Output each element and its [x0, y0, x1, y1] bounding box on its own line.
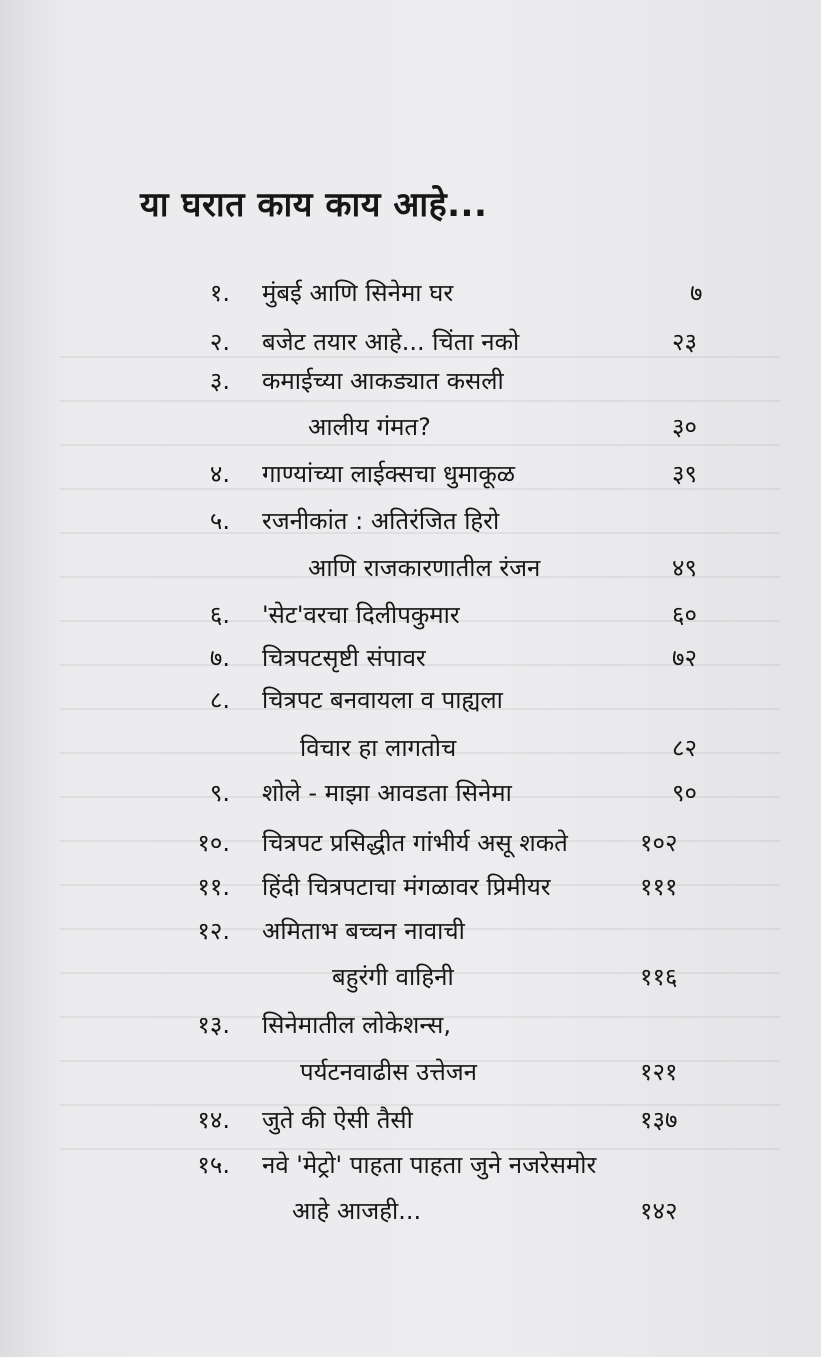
toc-entry-12-cont	[0, 960, 821, 1004]
entry-page: २३	[672, 328, 697, 356]
toc-entry-6	[0, 598, 821, 642]
entry-page: ३९	[672, 460, 697, 488]
entry-title: 'सेट'वरचा दिलीपकुमार	[262, 601, 460, 629]
entry-title: चित्रपटसृष्टी संपावर	[262, 644, 426, 672]
toc-entry-5-cont	[0, 551, 821, 595]
toc-entry-3-cont	[0, 410, 821, 454]
entry-number: ८.	[209, 686, 230, 714]
entry-number: ५.	[209, 507, 230, 535]
entry-number: १५.	[197, 1151, 230, 1179]
entry-page: १२१	[640, 1058, 678, 1086]
toc-entry-4	[0, 457, 821, 501]
entry-title-cont: पर्यटनवाढीस उत्तेजन	[300, 1058, 477, 1086]
entry-page: १०२	[640, 829, 678, 857]
toc-entry-14	[0, 1103, 821, 1147]
entry-title-cont: बहुरंगी वाहिनी	[332, 963, 454, 991]
entry-number: १४.	[197, 1106, 230, 1134]
entry-title: मुंबई आणि सिनेमा घर	[262, 279, 454, 307]
entry-number: १.	[209, 279, 230, 307]
entry-number: १०.	[197, 829, 230, 857]
toc-entry-9	[0, 776, 821, 820]
toc-entry-13	[0, 1008, 821, 1052]
toc-entry-12	[0, 914, 821, 958]
toc-entry-15	[0, 1148, 821, 1192]
entry-title: चित्रपट बनवायला व पाह्यला	[262, 686, 503, 714]
entry-title: सिनेमातील लोकेशन्स,	[262, 1011, 451, 1039]
entry-number: ३.	[209, 367, 230, 395]
toc-entry-11	[0, 870, 821, 914]
entry-number: ७.	[209, 644, 230, 672]
entry-number: ४.	[209, 460, 230, 488]
entry-page: ७२	[672, 644, 697, 672]
entry-page: १११	[640, 873, 678, 901]
entry-page: ९०	[672, 779, 697, 807]
entry-number: २.	[209, 328, 230, 356]
entry-title-cont: विचार हा लागतोच	[300, 734, 457, 762]
entry-number: ६.	[209, 601, 230, 629]
entry-title: हिंदी चित्रपटाचा मंगळावर प्रिमीयर	[262, 873, 551, 901]
toc-entry-13-cont	[0, 1055, 821, 1099]
entry-title: चित्रपट प्रसिद्धीत गांभीर्य असू शकते	[262, 829, 568, 857]
toc-entry-15-cont	[0, 1194, 821, 1238]
entry-title: जुते की ऐसी तैसी	[262, 1106, 413, 1134]
entry-title: कमाईच्या आकड्यात कसली	[262, 367, 504, 395]
entry-page: ७	[690, 279, 703, 307]
toc-entry-7	[0, 641, 821, 685]
entry-title-cont: आणि राजकारणातील रंजन	[308, 554, 541, 582]
entry-title-cont: आलीय गंमत?	[308, 413, 431, 441]
entry-page: १४२	[640, 1197, 678, 1225]
entry-number: ११.	[197, 873, 230, 901]
entry-title: बजेट तयार आहे... चिंता नको	[262, 328, 520, 356]
toc-entry-8-cont	[0, 731, 821, 775]
entry-page: १३७	[640, 1106, 678, 1134]
entry-title: रजनीकांत : अतिरंजित हिरो	[262, 507, 500, 535]
entry-title: अमिताभ बच्चन नावाची	[262, 917, 465, 945]
page-title: या घरात काय काय आहे...	[140, 185, 488, 225]
entry-title: नवे 'मेट्रो' पाहता पाहता जुने नजरेसमोर	[262, 1151, 597, 1179]
toc-entry-10	[0, 826, 821, 870]
toc-entry-8	[0, 683, 821, 727]
entry-page: ६०	[672, 601, 697, 629]
toc-entry-1	[0, 276, 821, 320]
entry-page: ८२	[672, 734, 697, 762]
entry-page: ११६	[640, 963, 678, 991]
entry-title: शोले - माझा आवडता सिनेमा	[262, 779, 512, 807]
entry-title-cont: आहे आजही...	[292, 1197, 422, 1225]
toc-entry-5	[0, 504, 821, 548]
entry-title: गाण्यांच्या लाईक्सचा धुमाकूळ	[262, 460, 516, 488]
entry-page: ४९	[672, 554, 697, 582]
entry-number: १३.	[197, 1011, 230, 1039]
toc-entry-3	[0, 364, 821, 408]
toc-entry-2	[0, 325, 821, 369]
entry-number: ९.	[209, 779, 230, 807]
entry-page: ३०	[672, 413, 697, 441]
entry-number: १२.	[197, 917, 230, 945]
